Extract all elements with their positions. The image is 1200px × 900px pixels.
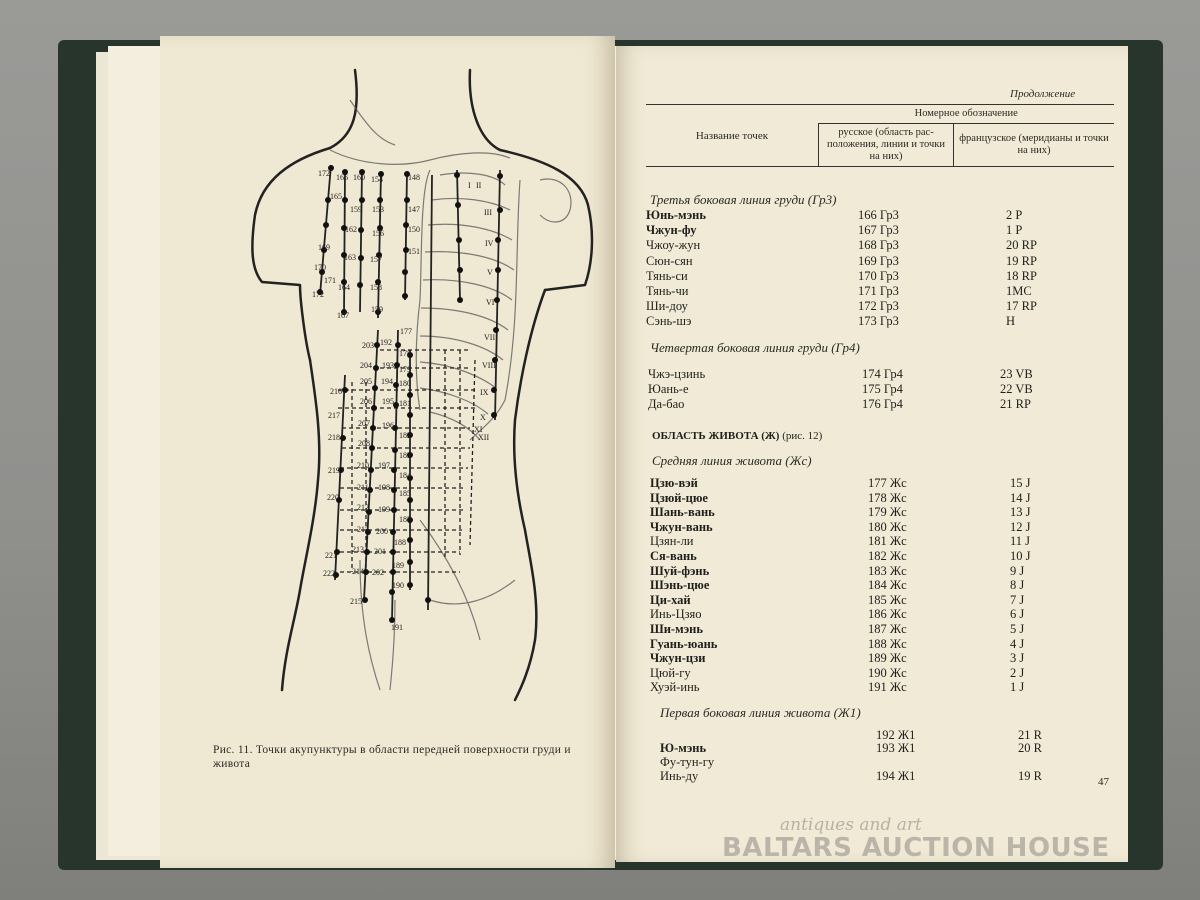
svg-text:170: 170 [314, 263, 326, 272]
french-code: 8 J [1010, 578, 1025, 593]
table-header [646, 104, 1114, 167]
table-row [0, 367, 1200, 382]
table-row [0, 520, 1200, 535]
table-row [0, 769, 1200, 784]
russian-code: 169 Гр3 [858, 253, 899, 268]
svg-text:195: 195 [382, 397, 394, 406]
french-code: 20 R [1018, 741, 1042, 755]
table-row [0, 254, 1200, 269]
table-row [0, 223, 1200, 238]
svg-text:197: 197 [378, 461, 390, 470]
svg-text:189: 189 [392, 561, 404, 570]
russian-code: 185 Жс [868, 592, 907, 607]
point-name: Чжун-цзи [650, 651, 706, 666]
svg-text:159: 159 [350, 205, 362, 214]
point-name: Цюй-гу [650, 665, 691, 680]
svg-text:162: 162 [345, 225, 357, 234]
svg-text:190: 190 [392, 581, 404, 590]
svg-text:214: 214 [352, 567, 364, 576]
russian-code: 171 Гр3 [858, 284, 899, 298]
table-row [0, 755, 1200, 770]
russian-code: 170 Гр3 [858, 268, 899, 283]
svg-text:194: 194 [381, 377, 393, 386]
svg-text:157: 157 [370, 255, 382, 264]
russian-code: 176 Гр4 [862, 397, 903, 412]
table-row [0, 564, 1200, 579]
svg-text:151: 151 [408, 247, 420, 256]
svg-text:191: 191 [391, 623, 403, 632]
point-name: Гуань-юань [650, 636, 718, 651]
russian-code: 186 Жс [868, 607, 907, 622]
svg-text:172: 172 [318, 169, 330, 178]
point-name: Инь-Цзяо [650, 607, 702, 622]
point-name: Чжун-фу [646, 223, 697, 238]
svg-text:188: 188 [394, 538, 406, 547]
svg-text:IX: IX [480, 388, 489, 397]
point-name: Инь-ду [660, 769, 699, 783]
svg-text:V: V [487, 268, 493, 277]
french-code: 20 RP [1006, 238, 1037, 253]
table-row [0, 549, 1200, 564]
svg-text:193: 193 [382, 361, 394, 370]
svg-text:VIII: VIII [482, 361, 496, 370]
french-code: 18 RP [1006, 268, 1037, 283]
french-code: 4 J [1010, 636, 1025, 651]
svg-text:192: 192 [380, 338, 392, 347]
point-name: Чжоу-жун [646, 238, 701, 253]
point-name: Тянь-чи [646, 284, 689, 298]
russian-code: 184 Жс [868, 578, 907, 593]
svg-text:180: 180 [399, 379, 411, 388]
point-name: Сэнь-шэ [646, 314, 692, 329]
french-code: 23 VB [1000, 367, 1033, 381]
russian-code: 189 Жс [868, 651, 907, 666]
point-name: Чжун-вань [650, 519, 713, 534]
russian-code: 172 Гр3 [858, 299, 899, 314]
svg-text:184: 184 [399, 471, 411, 480]
continuation-label: Продолжение [1010, 88, 1076, 100]
svg-text:153: 153 [372, 205, 384, 214]
table-row [0, 680, 1200, 695]
area-ref-text: (рис. 12) [782, 430, 823, 442]
french-code: 21 RP [1000, 397, 1031, 412]
svg-text:XI: XI [474, 425, 483, 434]
svg-text:222: 222 [323, 569, 335, 578]
table-row [0, 637, 1200, 652]
svg-text:205: 205 [360, 377, 372, 386]
point-name: Шань-вань [650, 505, 715, 520]
french-code: 10 J [1010, 549, 1031, 563]
svg-text:213: 213 [357, 525, 369, 534]
header-group: Номерное обозначение [819, 105, 1115, 124]
abdomen-area-title [652, 430, 822, 442]
svg-text:167: 167 [337, 311, 349, 320]
svg-text:220: 220 [327, 493, 339, 502]
french-code: 14 J [1010, 490, 1031, 505]
table-row [0, 238, 1200, 253]
svg-text:218: 218 [328, 433, 340, 442]
svg-text:154: 154 [371, 175, 383, 184]
point-name: Юань-е [648, 382, 689, 397]
russian-code: 194 Ж1 [876, 769, 916, 783]
table-row [0, 491, 1200, 506]
svg-text:160: 160 [353, 173, 365, 182]
point-name: Шуй-фэнь [650, 563, 710, 578]
french-code: 22 VB [1000, 382, 1033, 397]
french-code: 19 R [1018, 769, 1042, 783]
point-name: Тянь-си [646, 268, 688, 283]
svg-text:215: 215 [350, 597, 362, 606]
svg-text:179: 179 [399, 365, 411, 374]
svg-text:178: 178 [399, 349, 411, 358]
svg-text:147: 147 [408, 205, 420, 214]
french-code: 21 R [1018, 728, 1042, 742]
svg-text:217: 217 [328, 411, 340, 420]
svg-text:163: 163 [344, 253, 356, 262]
russian-code: 178 Жс [868, 490, 907, 505]
point-name: Да-бао [648, 397, 685, 412]
point-name: Чжэ-цзинь [648, 367, 706, 381]
french-code: 1 P [1006, 223, 1023, 238]
table-row [0, 622, 1200, 637]
russian-code: 179 Жс [868, 505, 907, 520]
header-french: французское (меридианы и точки на них) [954, 124, 1115, 167]
table-row [0, 593, 1200, 608]
point-name: Цзюй-цюе [650, 490, 708, 505]
figure-caption: Рис. 11. Точки акупунктуры в области передней поверхности груди и живота [213, 744, 571, 770]
svg-text:207: 207 [358, 419, 370, 428]
table-row [0, 741, 1200, 756]
svg-text:198: 198 [378, 483, 390, 492]
svg-text:182: 182 [399, 431, 411, 440]
russian-code: 166 Гр3 [858, 208, 899, 222]
point-name: Хуэй-инь [650, 680, 700, 695]
svg-text:VII: VII [484, 333, 496, 342]
svg-text:150: 150 [408, 225, 420, 234]
russian-code: 191 Жс [868, 680, 907, 695]
svg-text:201: 201 [374, 547, 386, 556]
svg-text:VI: VI [486, 298, 495, 307]
svg-text:221: 221 [325, 551, 337, 560]
french-code: 17 RP [1006, 299, 1037, 314]
svg-text:202: 202 [372, 568, 384, 577]
svg-text:169: 169 [318, 243, 330, 252]
french-code: 15 J [1010, 476, 1031, 490]
svg-text:I: I [468, 181, 471, 190]
section-zhs-title: Средняя линия живота (Жс) [652, 453, 812, 468]
russian-code: 168 Гр3 [858, 238, 899, 253]
svg-text:166: 166 [336, 173, 348, 182]
french-code: 2 J [1010, 665, 1025, 680]
table-row [0, 578, 1200, 593]
watermark-line2: BALTARS AUCTION HOUSE [722, 833, 1110, 863]
french-code: H [1006, 314, 1016, 329]
point-name: Ю-мэнь [660, 741, 707, 755]
section-zh1-title: Первая боковая линия живота (Ж1) [660, 705, 861, 720]
french-code: 12 J [1010, 519, 1031, 534]
point-name: Ся-вань [650, 549, 697, 563]
point-name: Ши-мэнь [650, 622, 703, 636]
svg-text:164: 164 [338, 283, 350, 292]
svg-text:172: 172 [312, 290, 324, 299]
svg-text:200: 200 [376, 527, 388, 536]
svg-text:171: 171 [324, 276, 336, 285]
svg-text:185: 185 [399, 489, 411, 498]
svg-text:158: 158 [370, 283, 382, 292]
russian-code: 180 Жс [868, 519, 907, 534]
svg-text:203: 203 [362, 341, 374, 350]
russian-code: 182 Жс [868, 549, 907, 563]
russian-code: 175 Гр4 [862, 382, 903, 397]
table-row [0, 505, 1200, 520]
svg-text:183: 183 [399, 451, 411, 460]
svg-text:177: 177 [400, 327, 412, 336]
svg-text:181: 181 [399, 399, 411, 408]
area-bold-text: ОБЛАСТЬ ЖИВОТА (Ж) [652, 430, 780, 442]
page-number: 47 [1098, 776, 1109, 788]
svg-text:III: III [484, 208, 492, 217]
svg-text:212: 212 [357, 503, 369, 512]
table-row [0, 397, 1200, 412]
french-code: 6 J [1010, 607, 1025, 622]
french-code: 9 J [1010, 563, 1025, 578]
french-code: 11 J [1010, 534, 1031, 549]
russian-code: 174 Гр4 [862, 367, 903, 381]
french-code: 13 J [1010, 505, 1031, 520]
svg-text:159: 159 [371, 305, 383, 314]
svg-text:199: 199 [378, 505, 390, 514]
point-name: Сюн-сян [646, 253, 693, 268]
svg-text:X: X [480, 413, 486, 422]
table-row [0, 269, 1200, 284]
french-code: 1 J [1010, 680, 1025, 695]
table-row [0, 476, 1200, 491]
point-name: Фу-тун-гу [660, 755, 715, 769]
french-code: 19 RP [1006, 253, 1037, 268]
svg-text:204: 204 [360, 361, 372, 370]
table-row [0, 534, 1200, 549]
svg-text:196: 196 [382, 421, 394, 430]
table-row [0, 382, 1200, 397]
table-row [0, 284, 1200, 299]
header-name: Название точек [646, 105, 819, 167]
point-name: Цзю-вэй [650, 476, 698, 490]
russian-code: 183 Жс [868, 563, 907, 578]
svg-text:216: 216 [330, 387, 342, 396]
table-row [0, 666, 1200, 681]
table-row [0, 314, 1200, 329]
svg-text:IV: IV [485, 239, 494, 248]
point-name: Ши-доу [646, 299, 688, 314]
svg-text:165: 165 [330, 192, 342, 201]
table-row [0, 299, 1200, 314]
svg-text:148: 148 [408, 173, 420, 182]
russian-code: 177 Жс [868, 476, 907, 490]
russian-code: 188 Жс [868, 636, 907, 651]
french-code: 3 J [1010, 651, 1025, 666]
header-russian: русское (область рас-положения, линии и точки на них) [819, 124, 954, 167]
svg-text:213: 213 [352, 545, 364, 554]
point-name: Ци-хай [650, 592, 691, 607]
section-gr3-title: Третья боковая линия груди (Гр3) [650, 192, 837, 207]
svg-text:210: 210 [357, 461, 369, 470]
french-code: 2 P [1006, 208, 1023, 222]
svg-text:208: 208 [358, 439, 370, 448]
point-name: Шэнь-цюе [650, 578, 710, 593]
table-row [0, 651, 1200, 666]
svg-text:156: 156 [372, 229, 384, 238]
svg-text:206: 206 [360, 397, 372, 406]
svg-text:219: 219 [328, 466, 340, 475]
french-code: 5 J [1010, 622, 1025, 636]
point-name: Цзян-ли [650, 534, 694, 549]
russian-code: 187 Жс [868, 622, 907, 636]
table-row [0, 208, 1200, 223]
russian-code: 192 Ж1 [876, 728, 916, 742]
svg-text:187: 187 [399, 515, 411, 524]
svg-text:XII: XII [478, 433, 490, 442]
point-name: Юнь-мэнь [646, 208, 706, 222]
russian-code: 181 Жс [868, 534, 907, 549]
russian-code: 193 Ж1 [876, 741, 916, 755]
french-code: 1MC [1006, 284, 1032, 298]
svg-text:II: II [476, 181, 482, 190]
section-gr4-title: Четвертая боковая линия груди (Гр4) [650, 340, 860, 355]
watermark-line1: antiques and art [780, 815, 922, 835]
svg-text:211: 211 [357, 483, 369, 492]
russian-code: 173 Гр3 [858, 314, 899, 329]
russian-code: 167 Гр3 [858, 223, 899, 238]
french-code: 7 J [1010, 592, 1025, 607]
russian-code: 190 Жс [868, 665, 907, 680]
table-row [0, 607, 1200, 622]
